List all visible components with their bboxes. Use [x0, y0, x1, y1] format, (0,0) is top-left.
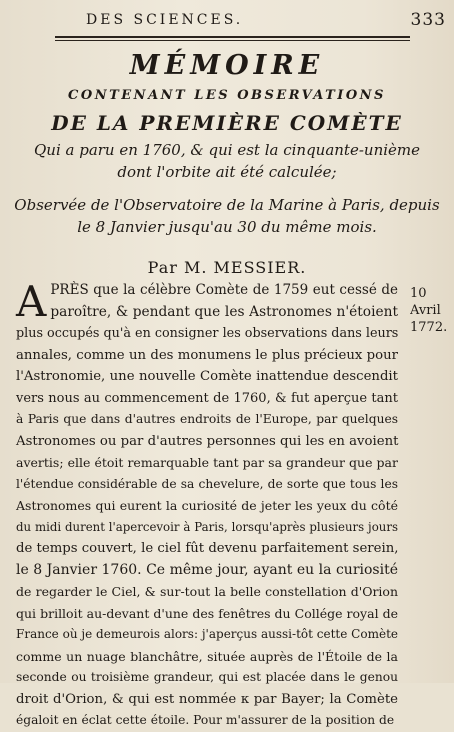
subtitle-dont-orbite: dont l'orbite ait été calculée;: [117, 163, 337, 181]
title-memoire: MÉMOIRE: [129, 50, 325, 81]
page-number: 333: [410, 10, 446, 30]
running-head: [0, 12, 454, 32]
margin-note: [410, 285, 454, 336]
subtitle-qui-a-paru: Qui a paru en 1760, & qui est la cinquante-unième: [33, 141, 420, 159]
body-line: à Paris que dans d'autres endroits de l'Europe, par quelques: [16, 412, 398, 426]
margin-note-year: 1772.: [410, 320, 448, 335]
body-line: de temps couvert, le ciel fût devenu parfaitement serein,: [16, 541, 399, 556]
subtitle-contenant: CONTENANT LES OBSERVATIONS: [68, 88, 386, 103]
body-line: France où je demeurois alors: j'aperçus aussi-tôt cette Comète: [16, 627, 398, 641]
subtitle-premiere-comete: DE LA PREMIÈRE COMÈTE: [51, 111, 403, 135]
body-line: paroître, & pendant que les Astronomes n'étoient: [50, 303, 398, 320]
body-line: droit d'Orion, & qui est nommée κ par Bayer; la Comète: [16, 691, 398, 707]
body-line: plus occupés qu'à en consigner les observations dans leurs: [16, 326, 399, 341]
body-line: l'étendue considérable de sa chevelure, de sorte que tous les: [16, 476, 398, 491]
body-line: annales, comme un des monumens le plus précieux pour: [16, 347, 398, 363]
body-line: comme un nuage blanchâtre, située auprès de l'Étoile de la: [16, 648, 398, 664]
author-line: Par M. MESSIER.: [147, 258, 307, 277]
body-line: l'Astronomie, une nouvelle Comète inattendue descendit: [16, 369, 398, 384]
body-line: qui brilloit au-devant d'une des fenêtres du Collége royal de: [16, 605, 398, 621]
running-head-title: DES SCIENCES.: [86, 12, 244, 28]
drop-cap: A: [16, 277, 47, 326]
body-line: avertis; elle étoit remarquable tant par sa grandeur que par: [16, 455, 398, 470]
body-text: [16, 277, 399, 732]
body-line: PRÈS que la célèbre Comète de 1759 eut cessé de: [50, 282, 398, 298]
body-line: égaloit en éclat cette étoile. Pour m'assurer de la position de: [16, 713, 395, 727]
body-line: du midi durent l'apercevoir à Paris, lorsqu'après plusieurs jours: [16, 519, 398, 534]
header-rule: [55, 36, 410, 41]
margin-note-date: 10 Avril: [410, 286, 441, 318]
body-line: seconde ou troisième grandeur, qui est placée dans le genou: [16, 670, 398, 684]
body-line: Astronomes qui eurent la curiosité de jeter les yeux du côté: [16, 498, 398, 513]
subtitle-dates: le 8 Janvier jusqu'au 30 du même mois.: [77, 218, 377, 236]
body-line: Astronomes ou par d'autres personnes qui les en avoient: [16, 433, 399, 449]
body-line: le 8 Janvier 1760. Ce même jour, ayant eu la curiosité: [16, 561, 398, 578]
body-line: vers nous au commencement de 1760, & fut aperçue tant: [16, 390, 398, 406]
body-line: de regarder le Ciel, & sur-tout la belle constellation d'Orion: [16, 584, 398, 599]
subtitle-observee: Observée de l'Observatoire de la Marine à Paris, depuis: [14, 196, 440, 214]
